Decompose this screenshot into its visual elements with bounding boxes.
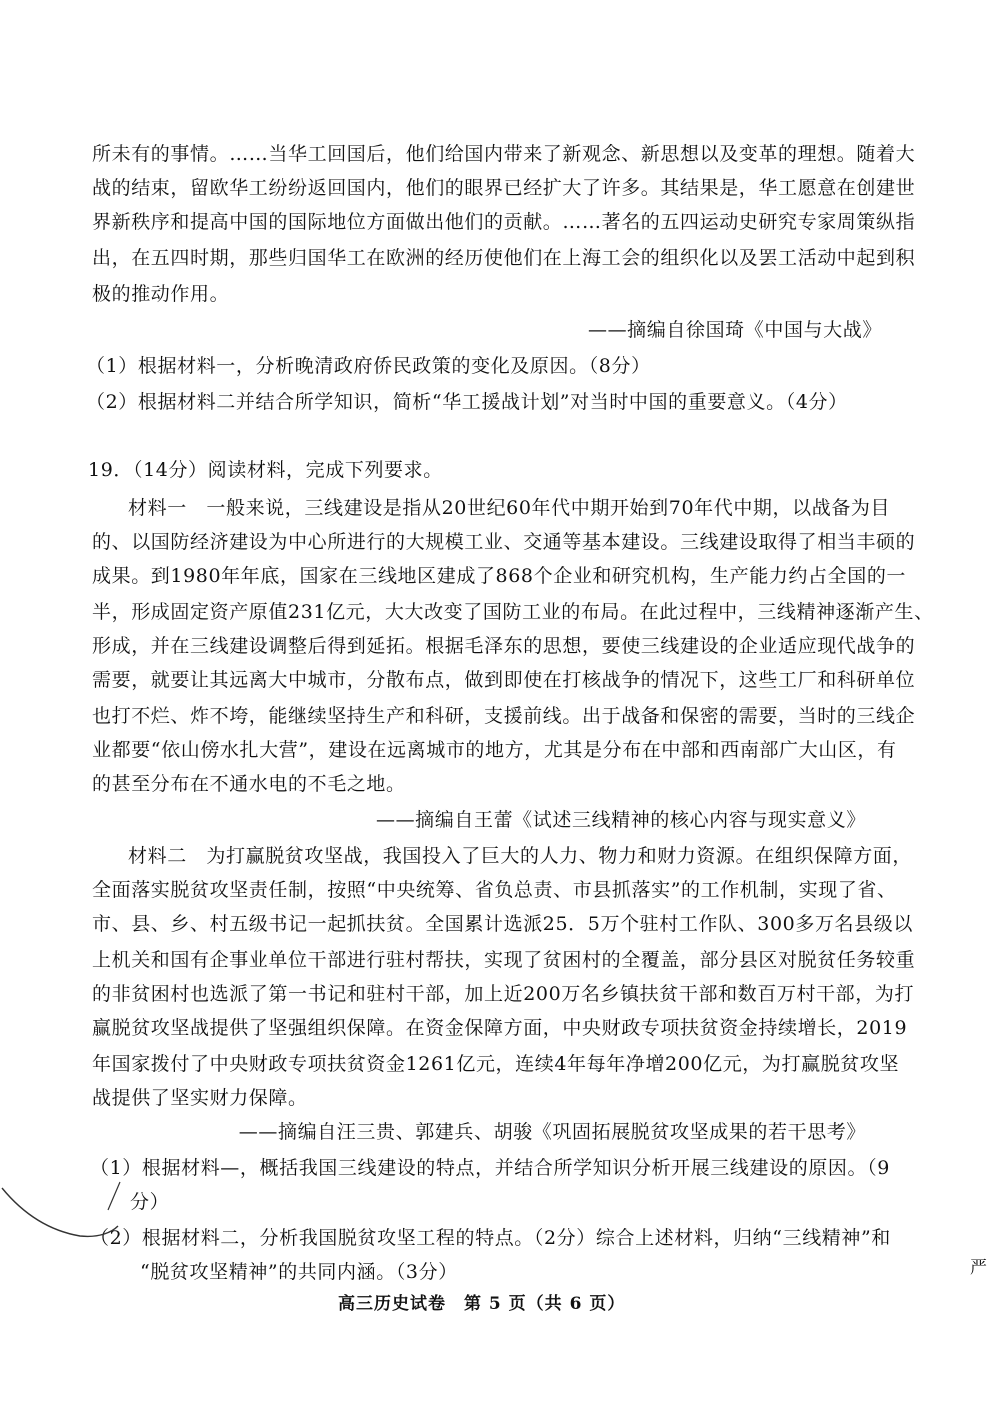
material-line: 战的结束，留欧华工纷纷返回国内，他们的眼界已经扩大了许多。其结果是，华工愿意在创建世 (92, 177, 916, 199)
material-line: 所未有的事情。……当华工回国后，他们给国内带来了新观念、新思想以及变革的理想。随着大 (92, 143, 916, 165)
question-18-sub1: （1）根据材料一，分析晚清政府侨民政策的变化及原因。（8分） (86, 355, 651, 377)
material-2-line: 战提供了坚实财力保障。 (92, 1087, 308, 1109)
material-2-line: 市、县、乡、村五级书记一起抓扶贫。全国累计选派25．5万个驻村工作队、300多万名县级以 (92, 913, 913, 935)
material-2-line: 年国家拨付了中央财政专项扶贫资金1261亿元，连续4年每年净增200亿元，为打赢脱贫攻坚 (92, 1053, 900, 1075)
material-source: ——摘编自徐国琦《中国与大战》 (587, 319, 882, 341)
question-18-sub2: （2）根据材料二并结合所学知识，简析“华工援战计划”对当时中国的重要意义。（4分） (86, 391, 848, 413)
material-1-line: 也打不烂、炸不垮，能继续坚持生产和科研，支援前线。出于战备和保密的需要，当时的三线企 (92, 705, 916, 727)
question-19-sub1: （1）根据材料—，概括我国三线建设的特点，并结合所学知识分析开展三线建设的原因。（9 (90, 1157, 890, 1179)
material-2-line: 上机关和国有企事业单位干部进行驻村帮扶，实现了贫困村的全覆盖，部分县区对脱贫任务较重 (92, 949, 916, 971)
material-line: 界新秩序和提高中国的国际地位方面做出他们的贡献。……著名的五四运动史研究专家周策纵指 (92, 211, 916, 233)
material-1-line: 成果。到1980年年底，国家在三线地区建成了868个企业和研究机构，生产能力约占全国的一 (92, 565, 907, 587)
pen-scribble-mark (0, 1180, 160, 1250)
material-1-line: 半，形成固定资产原值231亿元，大大改变了国防工业的布局。在此过程中，三线精神逐渐产生、 (92, 601, 934, 623)
material-1-line: 形成，并在三线建设调整后得到延拓。根据毛泽东的思想，要使三线建设的企业适应现代战争的 (92, 635, 916, 657)
material-line: 极的推动作用。 (92, 283, 230, 305)
material-1-line: 需要，就要让其远离大中城市，分散布点，做到即使在打核战争的情况下，这些工厂和科研单位 (92, 669, 916, 691)
question-19-sub2-continued: “脱贫攻坚精神”的共同内涵。（3分） (140, 1261, 458, 1283)
material-1-line: 业都要“依山傍水扎大营”，建设在远离城市的地方，尤其是分布在中部和西南部广大山区，有 (92, 739, 897, 761)
material-1-line: 材料一 一般来说，三线建设是指从20世纪60年代中期开始到70年代中期，以战备为目 (128, 497, 891, 519)
material-1-line: 的、以国防经济建设为中心所进行的大规模工业、交通等基本建设。三线建设取得了相当丰硕的 (92, 531, 916, 553)
question-19-sub1-continued: 分） (130, 1191, 170, 1213)
edge-mark-text: 严 (970, 1258, 988, 1278)
material-2-line: 全面落实脱贫攻坚责任制，按照“中央统筹、省负总责、市县抓落实”的工作机制，实现了省、 (92, 879, 897, 901)
material-2-line: 的非贫困村也选派了第一书记和驻村干部，加上近200万名乡镇扶贫干部和数百万村干部，为打 (92, 983, 915, 1005)
question-19-header: 19．（14分）阅读材料，完成下列要求。 (88, 459, 443, 481)
material-1-source: ——摘编自王蕾《试述三线精神的核心内容与现实意义》 (375, 809, 866, 831)
material-1-line: 的甚至分布在不通水电的不毛之地。 (92, 773, 406, 795)
page-footer: 高三历史试卷 第 5 页（共 6 页） (338, 1294, 626, 1314)
material-2-line: 材料二 为打赢脱贫攻坚战，我国投入了巨大的人力、物力和财力资源。在组织保障方面， (128, 845, 913, 867)
question-19-sub2: （2）根据材料二，分析我国脱贫攻坚工程的特点。（2分）综合上述材料，归纳“三线精神”和 (90, 1227, 891, 1249)
material-line: 出，在五四时期，那些归国华工在欧洲的经历使他们在上海工会的组织化以及罢工活动中起到积 (92, 247, 916, 269)
material-2-line: 赢脱贫攻坚战提供了坚强组织保障。在资金保障方面，中央财政专项扶贫资金持续增长，2019 (92, 1017, 908, 1039)
material-2-source: ——摘编自汪三贵、郭建兵、胡骏《巩固拓展脱贫攻坚成果的若干思考》 (238, 1121, 866, 1143)
